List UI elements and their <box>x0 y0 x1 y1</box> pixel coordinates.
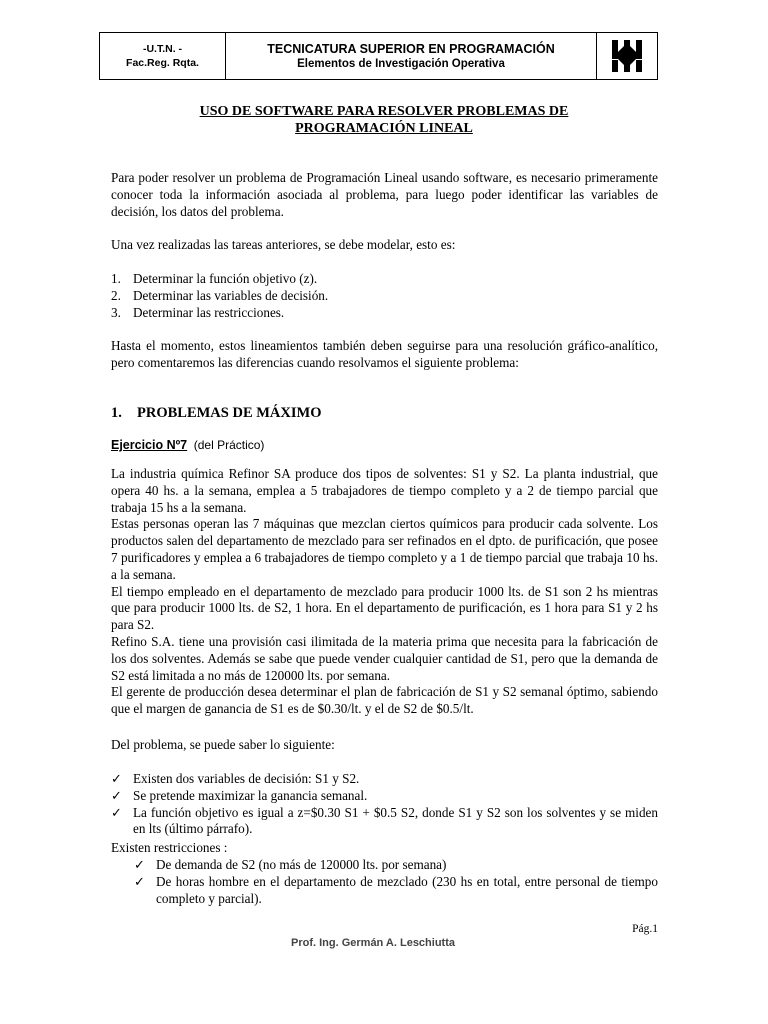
check-icon: ✓ <box>111 787 123 803</box>
exercise-paragraph: El tiempo empleado en el departamento de mezclado para producir 1000 lts. de S1 son 2 hs mientras que para producir 1000 lts. de S2, 1 hora. En el departamento de purificación, es 1 hora para S1 y 2 hs para S2. <box>111 583 658 633</box>
utn-logo-icon <box>597 33 657 79</box>
document-title <box>99 103 669 137</box>
list-item <box>111 805 658 839</box>
intro-paragraph-2: Una vez realizadas las tareas anteriores, se debe modelar, esto es: <box>111 237 456 252</box>
list-item <box>111 305 658 322</box>
step-number: 2. <box>111 287 121 303</box>
utn-logo-icon-svg <box>610 38 644 74</box>
check-text: Se pretende maximizar la ganancia semanal. <box>133 787 368 803</box>
list-item <box>111 288 658 305</box>
check-icon: ✓ <box>111 804 123 820</box>
section-number: 1. <box>111 405 122 421</box>
restrictions-label: Existen restricciones : <box>111 840 228 855</box>
restriction-text: De horas hombre en el departamento de mezclado (230 hs en total, entre personal de tiempo completo y parcial). <box>156 873 658 906</box>
step-text: Determinar la función objetivo (z). <box>133 271 318 286</box>
list-item <box>111 771 658 788</box>
step-text: Determinar las variables de decisión. <box>133 287 329 303</box>
header-program: TECNICATURA SUPERIOR EN PROGRAMACIÓN <box>267 41 555 56</box>
exercise-paragraph: Refino S.A. tiene una provisión casi ilimitada de la materia prima que necesita para la fabricación de los dos solventes. Además se sabe que puede vender cualquier cantidad de S1, pero que la demanda de S2 está limitada a no más de 120000 lts. por semana. <box>111 633 658 683</box>
list-item <box>111 271 658 288</box>
step-number: 1. <box>111 271 121 286</box>
list-item <box>134 874 658 908</box>
header-utn: -U.T.N. - <box>142 43 183 55</box>
list-item <box>111 788 658 805</box>
exercise-body <box>111 466 658 718</box>
exercise-source: (del Práctico) <box>193 438 265 452</box>
restrictions-list <box>134 857 658 907</box>
exercise-heading <box>111 437 264 453</box>
step-text: Determinar las restricciones. <box>133 304 285 320</box>
section-title: PROBLEMAS DE MÁXIMO <box>137 405 322 421</box>
intro-paragraph-3: Hasta el momento, estos lineamientos también deben seguirse para una resolución gráfico-analítico, pero comentaremos las diferencias cuando resolvamos el siguiente problema: <box>111 338 658 370</box>
title-line-2: PROGRAMACIÓN LINEAL <box>295 121 473 136</box>
analysis-intro: Del problema, se puede saber lo siguiente: <box>111 737 335 752</box>
exercise-label: Ejercicio Nº7 <box>111 438 188 452</box>
list-item <box>134 857 658 874</box>
page-number: Pág.1 <box>632 923 658 935</box>
restriction-text: De demanda de S2 (no más de 120000 lts. por semana) <box>156 857 447 872</box>
check-icon: ✓ <box>134 873 146 889</box>
footer-author: Prof. Ing. Germán A. Leschiutta <box>290 937 455 949</box>
exercise-paragraph: Estas personas operan las 7 máquinas que mezclan ciertos químicos para producir cada solvente. Los productos salen del departamento de mezclado para ser refinados en el dpto. de purificación, que posee 7 purificadores y emplea a 6 trabajadores de tiempo completo y a 1 de tiempo parcial que trabaja 10 hs. a la semana. <box>111 516 658 582</box>
section-heading <box>111 404 321 422</box>
header-faculty: Fac.Reg. Rqta. <box>126 57 199 69</box>
analysis-checklist <box>111 771 658 838</box>
steps-list <box>111 271 658 321</box>
exercise-paragraph: La industria química Refinor SA produce dos tipos de solventes: S1 y S2. La planta industrial, que opera 40 hs. a la semana, emplea a 5 trabajadores de tiempo completo y a 2 de tiempo parcial que trabaja 15 hs a la semana. <box>111 466 658 515</box>
header-subject: Elementos de Investigación Operativa <box>297 57 505 70</box>
header-course <box>226 33 597 79</box>
exercise-paragraph: El gerente de producción desea determinar el plan de fabricación de S1 y S2 semanal óptimo, sabiendo que el margen de ganancia de S1 es de $0.30/lt. y el de S2 de $0.5/lt. <box>111 684 658 717</box>
check-text: La función objetivo es igual a z=$0.30 S1 + $0.5 S2, donde S1 y S2 son los solventes y se miden en lts (último párrafo). <box>133 804 658 837</box>
header-institution <box>100 33 226 79</box>
check-icon: ✓ <box>111 771 123 786</box>
document-header <box>99 32 658 80</box>
step-number: 3. <box>111 304 121 320</box>
title-line-1: USO DE SOFTWARE PARA RESOLVER PROBLEMAS DE <box>199 104 569 119</box>
intro-paragraph-1: Para poder resolver un problema de Programación Lineal usando software, es necesario primeramente conocer toda la información asociada al problema, para luego poder identificar las variables de decisión, los datos del problema. <box>111 170 658 219</box>
check-text: Existen dos variables de decisión: S1 y S2. <box>133 771 360 786</box>
check-icon: ✓ <box>134 857 146 872</box>
